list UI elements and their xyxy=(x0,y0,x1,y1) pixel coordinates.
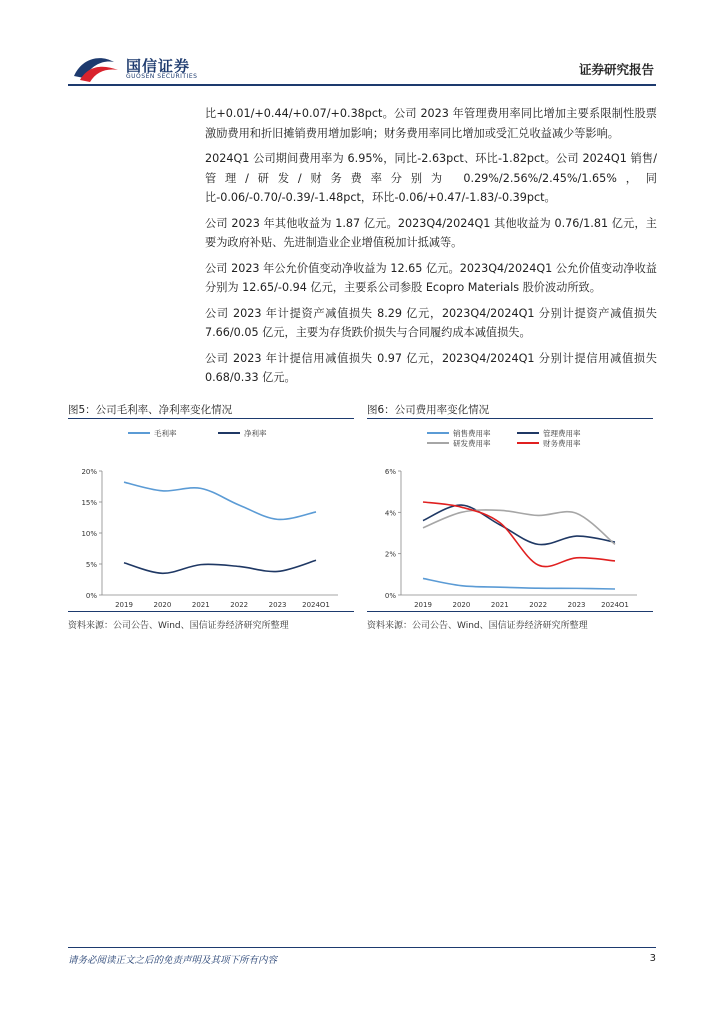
y-tick-label: 5% xyxy=(85,561,97,569)
y-tick-label: 15% xyxy=(81,499,97,507)
paragraph: 公司 2023 年计提信用减值损失 0.97 亿元，2023Q4/2024Q1 分别计提信用减值损失 0.68/0.33 亿元。 xyxy=(205,351,657,384)
x-tick-label: 2023 xyxy=(268,601,287,607)
x-tick-label: 2021 xyxy=(191,601,210,607)
paragraph: 公司 2023 年公允价值变动净收益为 12.65 亿元。2023Q4/2024Q1 公允价值变动净收益分别为 12.65/-0.94 亿元，主要系公司参股 Ecopro Materials 股价波动所致。 xyxy=(205,261,657,294)
y-tick-label: 4% xyxy=(384,509,396,518)
figure-6-title: 图6：公司费用率变化情况 xyxy=(367,404,490,416)
legend-label: 管理费用率 xyxy=(543,429,581,438)
series-line xyxy=(124,560,316,573)
x-tick-label: 2019 xyxy=(414,601,432,607)
series-line xyxy=(423,502,615,567)
brand-name-en: GUOSEN SECURITIES xyxy=(126,73,198,80)
legend-label: 研发费用率 xyxy=(453,439,491,448)
y-tick-label: 6% xyxy=(384,468,396,476)
y-tick-label: 20% xyxy=(81,468,97,476)
x-tick-label: 2021 xyxy=(490,601,509,607)
paragraph: 公司 2023 年其他收益为 1.87 亿元。2023Q4/2024Q1 其他收益为 0.76/1.81 亿元，主要为政府补贴、先进制造业企业增值税加计抵减等。 xyxy=(205,216,657,249)
figure-5-title: 图5：公司毛利率、净利率变化情况 xyxy=(68,404,233,416)
page-number: 3 xyxy=(649,953,656,964)
figure-5-chart xyxy=(68,419,354,607)
page-header xyxy=(68,48,656,86)
header-divider xyxy=(68,84,656,86)
series-line xyxy=(124,482,316,519)
body-text xyxy=(205,104,657,394)
x-tick-label: 2024Q1 xyxy=(302,601,330,607)
x-tick-label: 2023 xyxy=(567,601,586,607)
report-type-label: 证券研究报告 xyxy=(578,62,654,77)
figure-6-chart xyxy=(367,419,653,607)
series-line xyxy=(423,505,615,545)
x-tick-label: 2020 xyxy=(452,601,471,607)
y-tick-label: 0% xyxy=(384,592,396,600)
legend-label: 毛利率 xyxy=(154,429,177,438)
footer-divider xyxy=(68,947,656,948)
paragraph: 比+0.01/+0.44/+0.07/+0.38pct。公司 2023 年管理费用率同比增加主要系限制性股票激励费用和折旧摊销费用增加影响；财务费用率同比增加或受汇兑收益减少等影响。 xyxy=(205,107,657,140)
series-line xyxy=(423,578,615,589)
legend-label: 净利率 xyxy=(244,429,267,438)
y-tick-label: 0% xyxy=(85,592,97,600)
legend-label: 财务费用率 xyxy=(543,439,581,448)
y-tick-label: 2% xyxy=(384,550,396,559)
x-tick-label: 2024Q1 xyxy=(601,601,629,607)
figure-6-bottom-rule xyxy=(367,611,653,612)
figure-6-source: 资料来源：公司公告、Wind、国信证券经济研究所整理 xyxy=(367,621,588,631)
figure-5-source: 资料来源：公司公告、Wind、国信证券经济研究所整理 xyxy=(68,621,289,631)
x-tick-label: 2022 xyxy=(529,601,548,607)
figure-6 xyxy=(367,402,653,631)
figure-5-bottom-rule xyxy=(68,611,354,612)
disclaimer-text: 请务必阅读正文之后的免责声明及其项下所有内容 xyxy=(68,955,278,966)
figure-5 xyxy=(68,402,354,631)
guosen-logo xyxy=(70,52,200,84)
brand-name-cn: 国信证券 xyxy=(126,57,191,75)
paragraph: 公司 2023 年计提资产减值损失 8.29 亿元，2023Q4/2024Q1 分别计提资产减值损失 7.66/0.05 亿元，主要为存货跌价损失与合同履约成本减值损失。 xyxy=(205,306,657,339)
x-tick-label: 2019 xyxy=(115,601,133,607)
x-tick-label: 2022 xyxy=(230,601,249,607)
series-line xyxy=(423,510,615,544)
legend-label: 销售费用率 xyxy=(453,429,491,438)
paragraph: 2024Q1 公司期间费用率为 6.95%，同比-2.63pct、环比-1.82pct。公司 2024Q1 销售/管理/研发/财务费率分别为 0.29%/2.56%/2.45%/1.65%，同比-0.06/-0.70/-0.39/-1.48pct，环比-0.06/+0.47/-1.83/-0.39pct。 xyxy=(205,152,657,204)
x-tick-label: 2020 xyxy=(153,601,172,607)
y-tick-label: 10% xyxy=(81,530,97,538)
